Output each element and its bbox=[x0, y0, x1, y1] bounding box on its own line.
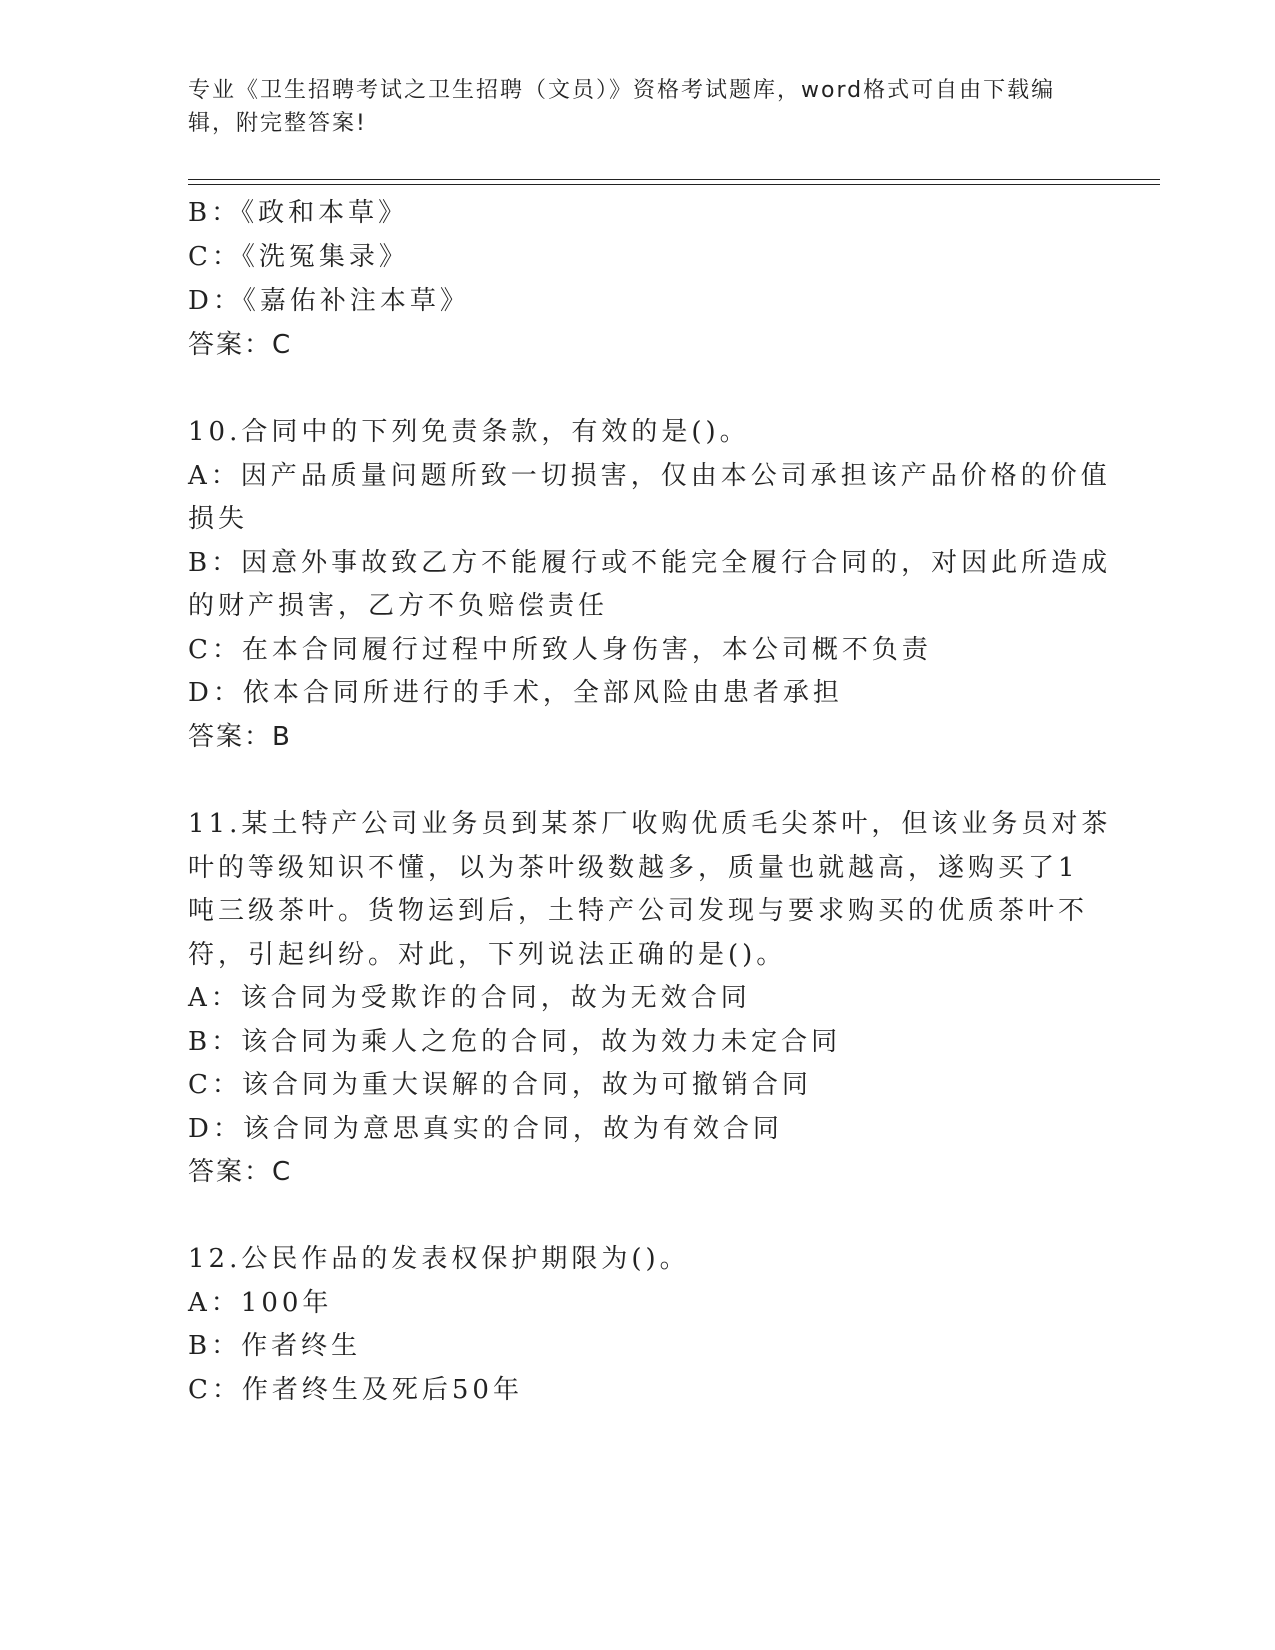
option-line: B：因意外事故致乙方不能履行或不能完全履行合同的，对因此所造成 bbox=[188, 548, 1112, 578]
header-divider bbox=[188, 179, 1160, 180]
option-line: B：作者终生 bbox=[188, 1331, 362, 1361]
option-line: D：《嘉佑补注本草》 bbox=[188, 286, 470, 316]
question-line: 10.合同中的下列免责条款，有效的是()。 bbox=[188, 417, 750, 447]
answer-line: 答案：B bbox=[188, 722, 292, 752]
option-line: 的财产损害，乙方不负赔偿责任 bbox=[188, 591, 609, 621]
option-line: A：该合同为受欺诈的合同，故为无效合同 bbox=[188, 983, 751, 1013]
question-line: 符，引起纠纷。对此，下列说法正确的是()。 bbox=[188, 940, 787, 970]
option-line: B：该合同为乘人之危的合同，故为效力未定合同 bbox=[188, 1027, 842, 1057]
option-line: A：因产品质量问题所致一切损害，仅由本公司承担该产品价格的价值 bbox=[188, 461, 1111, 491]
question-line: 叶的等级知识不懂，以为茶叶级数越多，质量也就越高，遂购买了1 bbox=[188, 853, 1079, 883]
question-line: 11.某土特产公司业务员到某茶厂收购优质毛尖茶叶，但该业务员对茶 bbox=[188, 809, 1112, 839]
question-line: 吨三级茶叶。货物运到后，土特产公司发现与要求购买的优质茶叶不 bbox=[188, 896, 1089, 926]
question-line: 12.公民作品的发表权保护期限为()。 bbox=[188, 1244, 690, 1274]
answer-line: 答案：C bbox=[188, 1157, 293, 1187]
option-line: D：依本合同所进行的手术，全部风险由患者承担 bbox=[188, 678, 843, 708]
option-line: C：该合同为重大误解的合同，故为可撤销合同 bbox=[188, 1070, 812, 1100]
option-line: A：100年 bbox=[188, 1288, 333, 1318]
option-line: C：《洗冤集录》 bbox=[188, 242, 409, 272]
header-divider bbox=[188, 184, 1160, 185]
page-header: 专业《卫生招聘考试之卫生招聘（文员）》资格考试题库，word格式可自由下载编辑，附完整答案! bbox=[188, 78, 1056, 136]
option-line: D：该合同为意思真实的合同，故为有效合同 bbox=[188, 1114, 783, 1144]
option-line: C：在本合同履行过程中所致人身伤害，本公司概不负责 bbox=[188, 635, 932, 665]
option-line: C：作者终生及死后50年 bbox=[188, 1375, 523, 1405]
option-line: 损失 bbox=[188, 504, 249, 534]
answer-line: 答案：C bbox=[188, 330, 293, 360]
option-line: B：《政和本草》 bbox=[188, 198, 409, 228]
